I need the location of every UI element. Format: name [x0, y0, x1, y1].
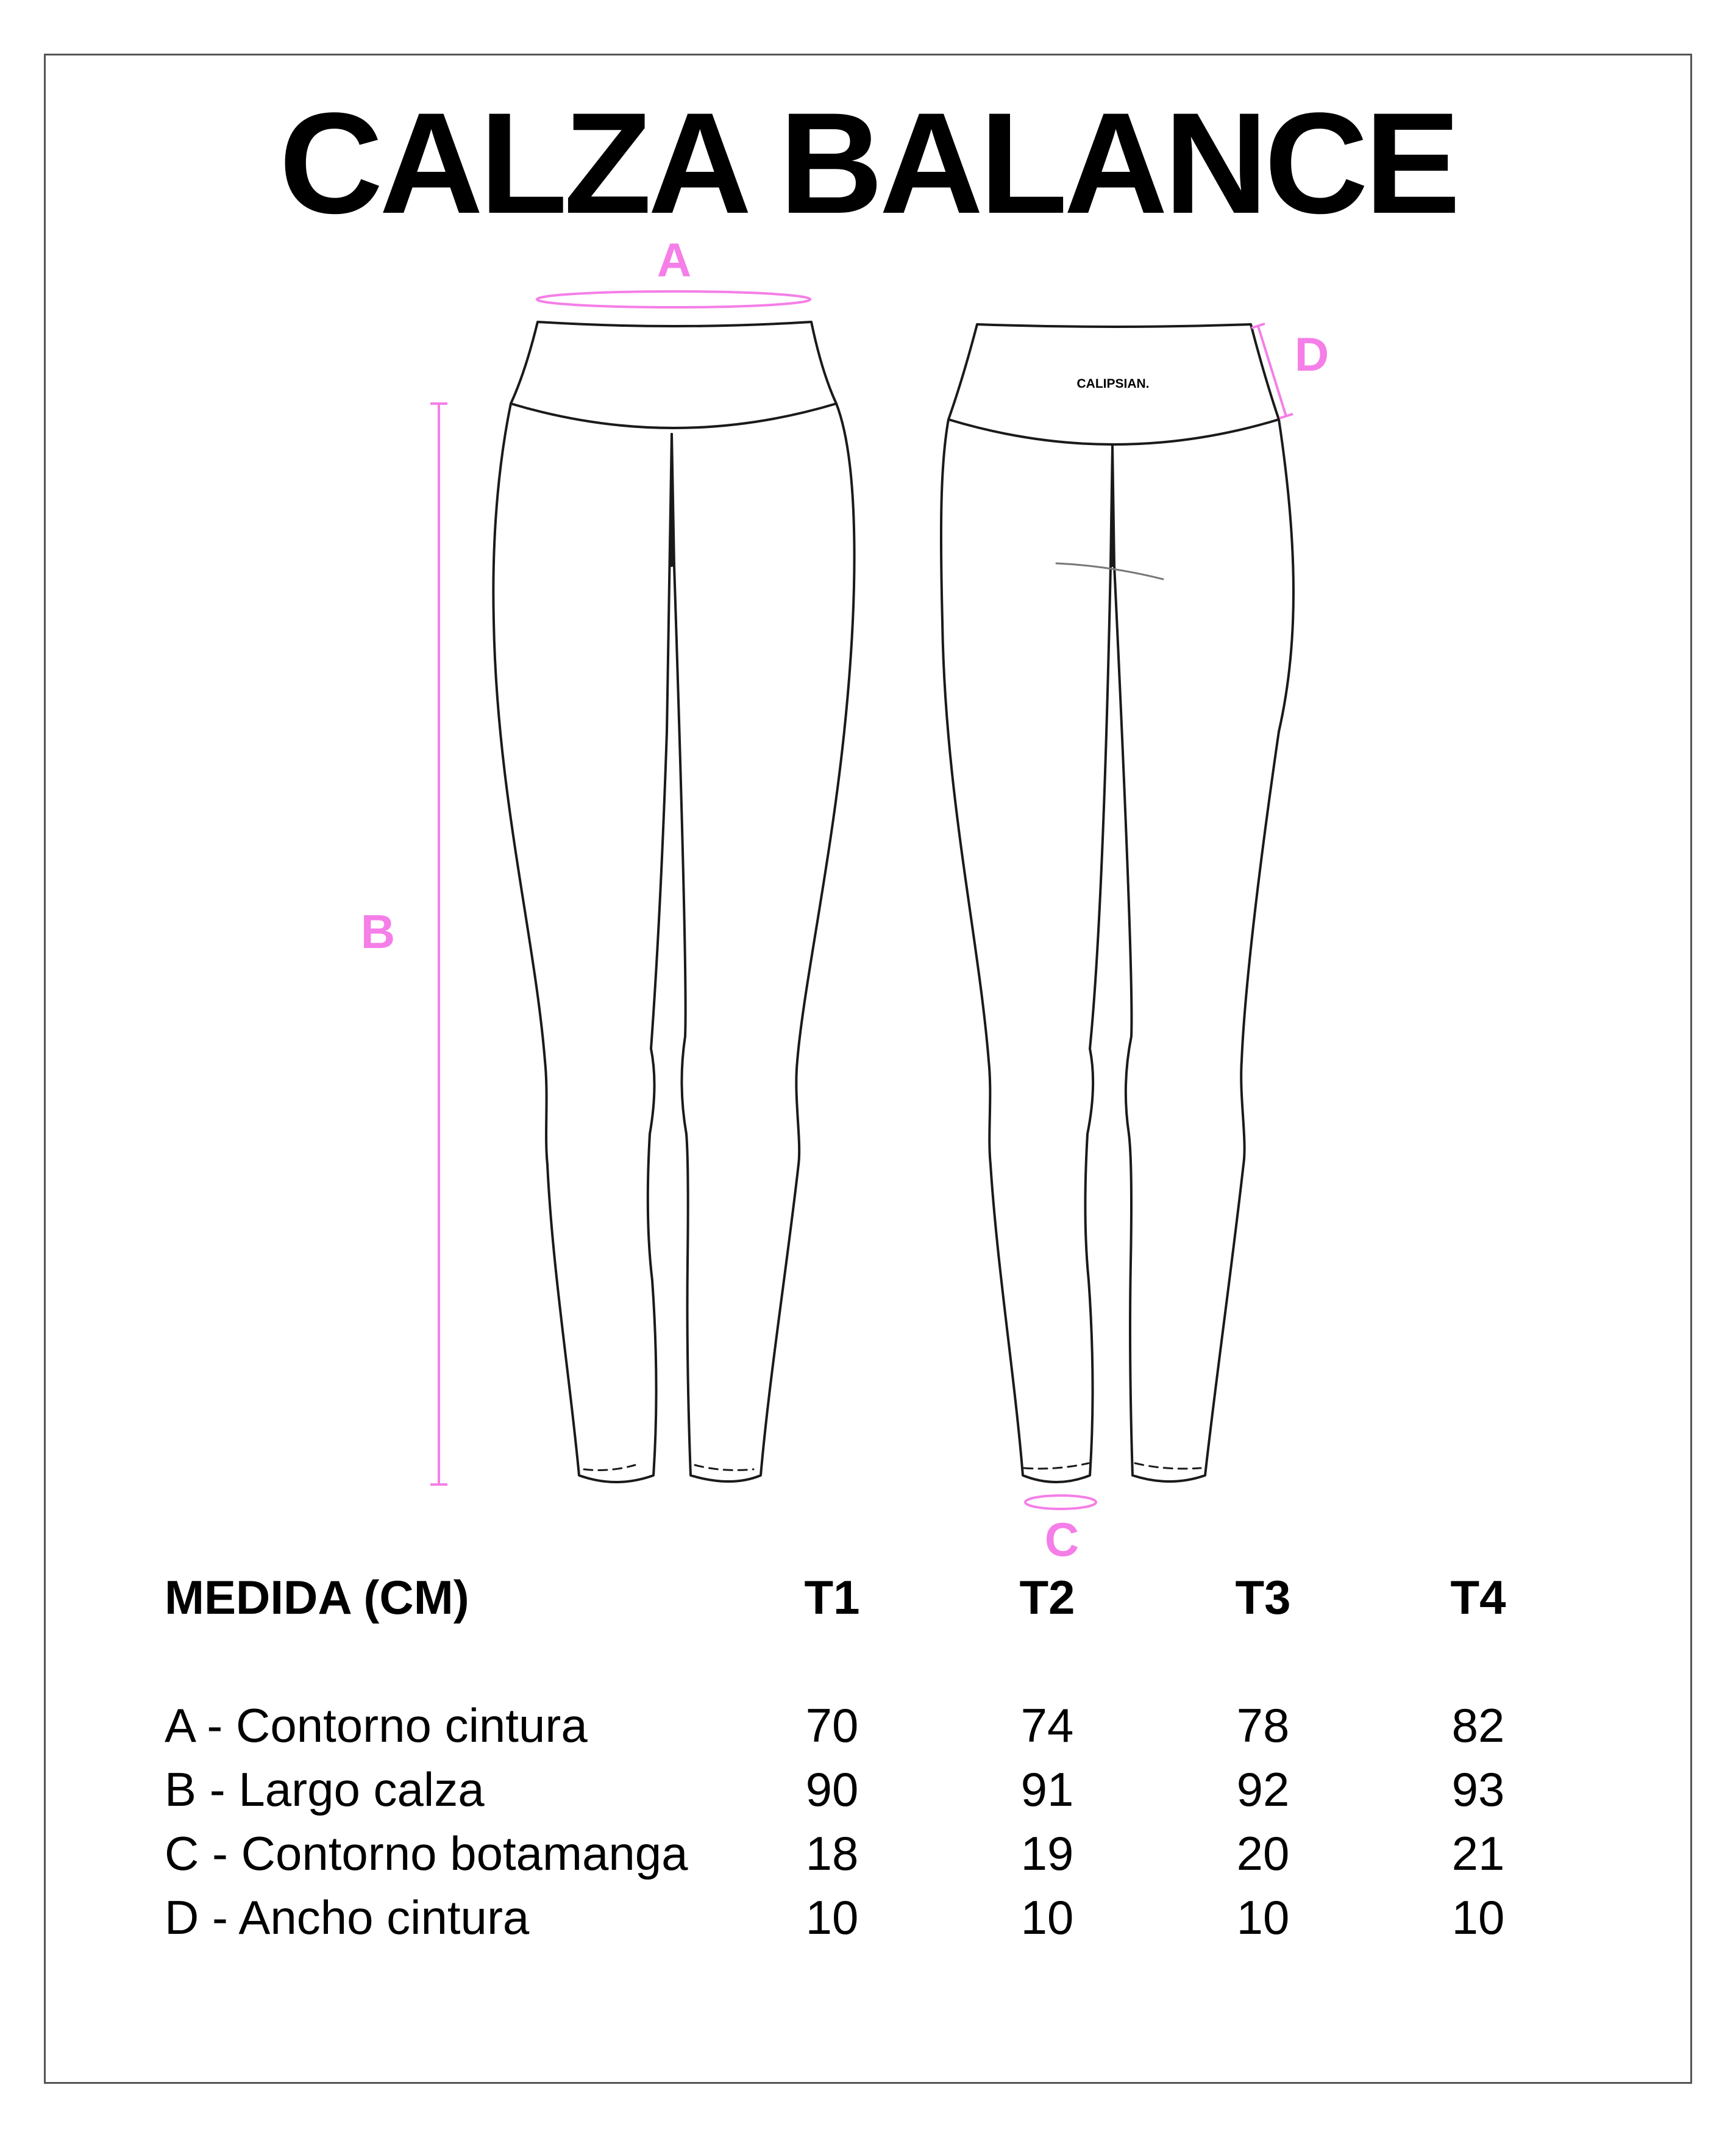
measurement-label: B - Largo calza: [165, 1763, 485, 1816]
table-header-label: MEDIDA (CM): [165, 1570, 469, 1624]
measurement-value: 92: [1236, 1763, 1290, 1816]
table-header-size: T2: [1019, 1570, 1075, 1624]
dimension-d-label: D: [1294, 327, 1329, 381]
measurement-value: 90: [805, 1763, 859, 1816]
measurement-value: 18: [805, 1827, 859, 1880]
dimension-a-marker: [537, 291, 810, 307]
leggings-back-view: [941, 324, 1293, 1482]
measurement-label: D - Ancho cintura: [165, 1891, 530, 1944]
measurement-value: 20: [1236, 1827, 1290, 1880]
dimension-b-marker: [430, 404, 447, 1485]
measurement-value: 78: [1236, 1699, 1290, 1752]
table-row: [165, 1698, 1585, 1762]
table-header-row: [165, 1570, 1585, 1698]
measurement-value: 19: [1020, 1827, 1074, 1880]
measurement-label: A - Contorno cintura: [165, 1699, 588, 1752]
measurement-value: 91: [1020, 1763, 1074, 1816]
measurement-value: 82: [1451, 1699, 1505, 1752]
measurement-value: 93: [1451, 1763, 1505, 1816]
measurement-value: 10: [805, 1891, 859, 1944]
table-row: [165, 1826, 1585, 1890]
dimension-c-marker: [1025, 1495, 1096, 1509]
table-row: [165, 1890, 1585, 1954]
table-header-size: T4: [1450, 1570, 1506, 1624]
table-header-size: T1: [804, 1570, 860, 1624]
measurement-value: 21: [1451, 1827, 1505, 1880]
measurement-value: 10: [1236, 1891, 1290, 1944]
page-title: CALZA BALANCE: [279, 83, 1457, 244]
dimension-c-label: C: [1044, 1513, 1080, 1566]
measurement-value: 74: [1020, 1699, 1074, 1752]
measurement-value: 70: [805, 1699, 859, 1752]
measurement-label: C - Contorno botamanga: [165, 1827, 688, 1880]
size-table: [165, 1570, 1585, 1954]
measurement-value: 10: [1451, 1891, 1505, 1944]
leggings-front-view: [493, 322, 854, 1482]
table-header-size: T3: [1235, 1570, 1291, 1624]
dimension-d-marker: [1251, 324, 1293, 418]
table-row: [165, 1762, 1585, 1826]
measurement-value: 10: [1020, 1891, 1074, 1944]
dimension-a-label: A: [656, 233, 692, 287]
dimension-b-label: B: [360, 905, 396, 958]
brand-label: CALIPSIAN.: [1076, 377, 1150, 391]
